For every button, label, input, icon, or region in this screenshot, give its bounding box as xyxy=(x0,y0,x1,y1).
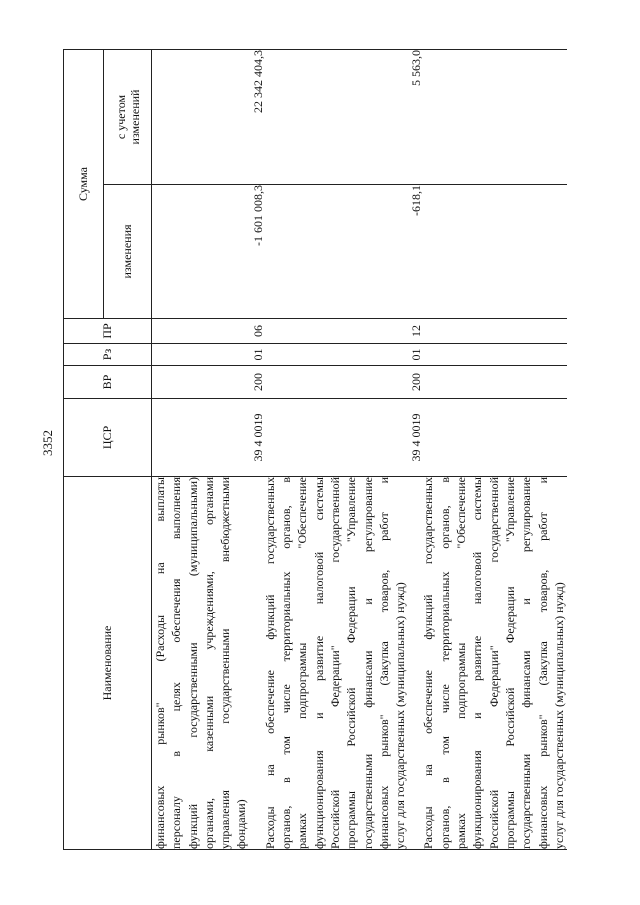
row-change xyxy=(152,185,250,319)
row-change: -1 601 008,3 xyxy=(250,185,409,319)
row-pr: 06 xyxy=(250,319,409,344)
row-vr xyxy=(152,366,250,399)
row-name-line: управления государственными внебюджетными xyxy=(218,477,233,849)
row-name-line: программы Российской Федерации "Управление xyxy=(502,477,517,849)
header-vr: ВР xyxy=(64,366,152,399)
row-name-line: программы Российской Федерации "Управление xyxy=(344,477,359,849)
row-csr: 39 4 0019 xyxy=(250,399,409,477)
row-rz xyxy=(152,344,250,366)
row-name-line: органов, в том числе территориальных органов, в xyxy=(279,477,294,849)
row-name xyxy=(152,477,250,850)
row-rz: 01 xyxy=(250,344,409,366)
row-csr: 39 4 0019 xyxy=(408,399,567,477)
table-row xyxy=(408,49,567,849)
row-change: -618,1 xyxy=(408,185,567,319)
row-name-line: услуг для государственных (муниципальных) нужд) xyxy=(393,582,408,849)
table-header xyxy=(64,49,152,849)
row-name-line: фондами) xyxy=(234,799,249,849)
row-name-line: рамках подпрограммы "Обеспечение xyxy=(454,477,469,849)
row-name-line: услуг для государственных (муниципальных) нужд) xyxy=(551,582,566,849)
row-vr: 200 xyxy=(408,366,567,399)
row-name-line: функционирования и развитие налоговой системы xyxy=(470,477,485,849)
row-with-change: 22 342 404,3 xyxy=(250,49,409,184)
row-name-line: финансовых рынков" (Закупка товаров, работ и xyxy=(376,477,391,849)
row-name-line: Российской Федерации" государственной xyxy=(486,477,501,849)
table-body xyxy=(152,49,568,849)
row-pr: 12 xyxy=(408,319,567,344)
budget-table xyxy=(63,49,567,850)
table-row xyxy=(152,49,250,849)
row-name-line: финансовых рынков" (Расходы на выплаты xyxy=(153,477,167,849)
row-name-line: органов, в том числе территориальных органов, в xyxy=(437,477,452,849)
row-name-line: функций государственными (муниципальными) xyxy=(185,477,200,849)
row-pr xyxy=(152,319,250,344)
row-name-line: Расходы на обеспечение функций государственных xyxy=(421,477,436,849)
page-number: 3352 xyxy=(40,430,55,456)
row-name-line: государственными финансами и регулирование xyxy=(360,477,375,849)
row-name-line: персоналу в целях обеспечения выполнения xyxy=(169,477,184,849)
row-name-line: Российской Федерации" государственной xyxy=(327,477,342,849)
row-vr: 200 xyxy=(250,366,409,399)
table-row xyxy=(250,49,409,849)
row-name-line: рамках подпрограммы "Обеспечение xyxy=(295,477,310,849)
row-name-line: органами, казенными учреждениями, органами xyxy=(201,477,216,849)
header-pr: ПР xyxy=(64,319,152,344)
header-change: изменения xyxy=(104,185,152,319)
row-name xyxy=(408,477,567,850)
header-rz: Рз xyxy=(64,344,152,366)
row-name-line: государственными финансами и регулирование xyxy=(519,477,534,849)
header-with-change xyxy=(104,49,152,184)
row-name-line: финансовых рынков" (Закупка товаров, работ и xyxy=(535,477,550,849)
row-rz: 01 xyxy=(408,344,567,366)
header-with-change-text: с учетом изменений xyxy=(113,89,142,145)
row-csr xyxy=(152,399,250,477)
header-name: Наименование xyxy=(64,477,152,850)
header-sum: Сумма xyxy=(64,49,104,318)
row-with-change: 5 563,0 xyxy=(408,49,567,184)
row-name-line: функционирования и развитие налоговой системы xyxy=(311,477,326,849)
row-name-line: Расходы на обеспечение функций государственных xyxy=(262,477,277,849)
header-csr: ЦСР xyxy=(64,399,152,477)
row-with-change xyxy=(152,49,250,184)
row-name xyxy=(250,477,409,850)
